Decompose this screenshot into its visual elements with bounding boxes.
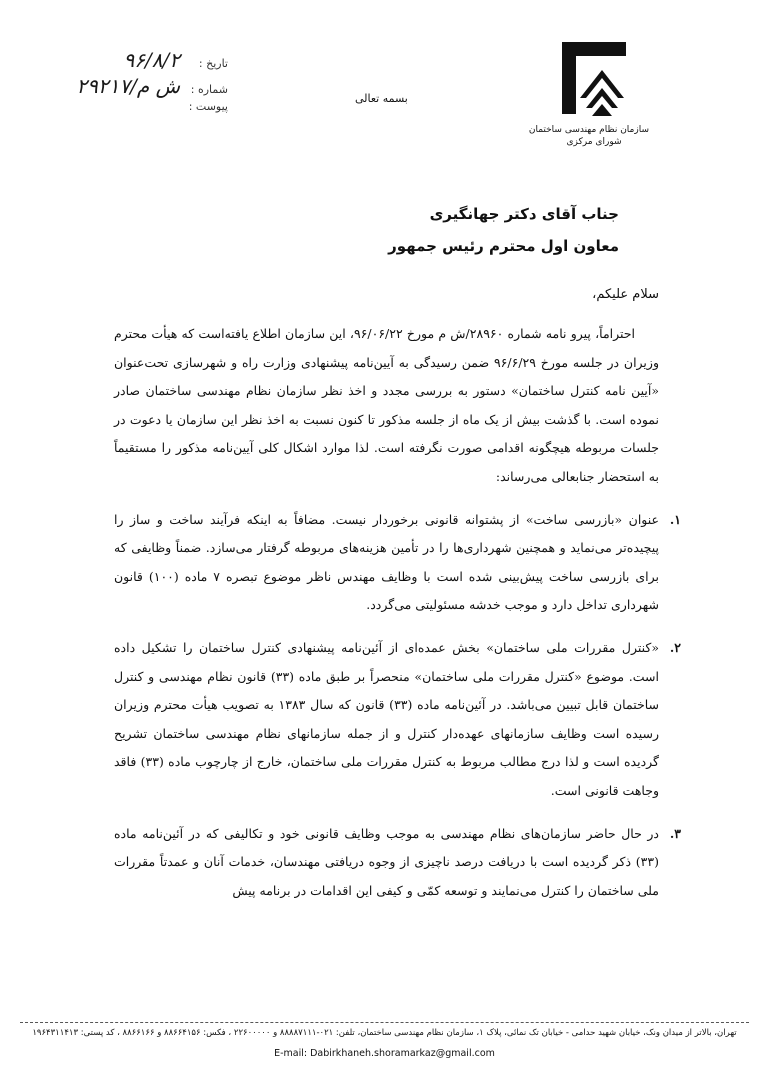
footer-address: تهران، بالاتر از میدان ونک، خیابان شهید حدامی - خیابان تک نمائی، پلاک ۱، سازمان نظام مهندسی ساختمان، تلفن: ۰۲۱-۸۸۸۸۷۱۱۱ و ۲۲۶۰۰۰۰۰ ، فکس: ۸۸۶۶۴۱۵۶ و ۸۸۶۶۱۶۶ ، کد پستی: ۱۹۶۴۳۱۱۴۱۳: [32, 1028, 737, 1038]
letter-body: [114, 320, 681, 919]
item-text: عنوان «بازرسی ساخت» از پشتوانه قانونی برخوردار نیست. مضافاً به اینکه فرآیند ساخت و ساز را پیچیده‌تر می‌نماید و همچنین شهرداری‌ها را در تأمین هزینه‌های مربوطه گرفتار می‌سازد. ضمناً وظایفی که برای بازرسی ساخت پیش‌بینی شده است با وظایف مهندس ناظر موضوع تبصره ۷ ماده (۱۰۰) قانون شهرداری تداخل دارد و موجب خدشه مسئولیتی می‌گردد.: [114, 511, 659, 613]
intro-paragraph: احتراماً، پیرو نامه شماره ۲۸۹۶۰/ش م مورخ ۹۶/۰۶/۲۲، این سازمان اطلاع یافته‌است که هیأت محترم وزیران در جلسه مورخ ۹۶/۶/۲۹ ضمن رسیدگی به آیین‌نامه پیشنهادی وزارت راه و شهرسازی تحت‌عنوان «آیین نامه کنترل ساختمان» دستور به بررسی مجدد و اخذ نظر سازمان نظام مهندسی ساختمان صادر نموده است. با گذشت بیش از یک ماه از جلسه مذکور تا کنون نسبت به اخذ نظر این سازمان یا دعوت در جلسات مربوطه هیچگونه اقدامی صورت نگرفته است. لذا موارد اشکال کلی آیین‌نامه مذکور را مستقیماً به استحضار جنابعالی می‌رساند:: [114, 326, 659, 484]
date-label: تاریخ :: [198, 57, 228, 70]
list-item: [114, 820, 681, 906]
list-item: [114, 506, 681, 620]
number-row: [38, 74, 228, 100]
number-value: ۲۹۲۱۷/ش م: [76, 74, 180, 98]
date-value: ۹۶/۸/۲: [123, 48, 180, 72]
footer-email: E-mail: Dabirkhaneh.shoramarkaz@gmail.com: [274, 1048, 495, 1059]
item-text: در حال حاضر سازمان‌های نظام مهندسی به موجب وظایف قانونی خود و تکالیفی که در آئین‌نامه ماده (۳۳) ذکر گردیده است با دریافت درصد ناچیزی از وجوه دریافتی مهندسان، خدمات آنان و عمدتاً مقررات ملی ساختمان را کنترل می‌نمایند و توسعه کمّی و کیفی این اقدامات در برنامه پیش: [114, 825, 659, 898]
letter-meta: [38, 48, 228, 126]
addressee: [388, 198, 619, 262]
basmala: بسمه تعالی: [355, 92, 408, 105]
item-number: ۲.: [669, 639, 681, 655]
letterhead-logo-block: [528, 38, 649, 148]
organization-subtitle: شورای مرکزی: [566, 137, 622, 147]
number-label: شماره :: [190, 83, 228, 96]
addressee-name: جناب آقای دکتر جهانگیری: [429, 205, 619, 223]
attachment-row: [38, 100, 228, 126]
list-item: [114, 634, 681, 806]
greeting: سلام علیکم،: [592, 287, 659, 302]
organization-logo-icon: [558, 38, 630, 118]
footer-divider: [20, 1022, 749, 1023]
item-number: ۱.: [669, 511, 681, 527]
organization-name: سازمان نظام مهندسی ساختمان: [528, 125, 649, 135]
attachment-label: پیوست :: [188, 100, 228, 113]
date-row: [38, 48, 228, 74]
addressee-title: معاون اول محترم رئیس جمهور: [388, 237, 619, 255]
items-list: [114, 506, 681, 906]
item-text: «کنترل مقررات ملی ساختمان» بخش عمده‌ای از آئین‌نامه پیشنهادی کنترل ساختمان را تشکیل داده است. موضوع «کنترل مقررات ملی ساختمان» منحصراً بر طبق ماده (۳۳) قانون نظام مهندسی و کنترل ساختمان قابل تبیین می‌باشد. در آئین‌نامه ماده (۳۳) قانون که سال ۱۳۸۳ به تصویب هیأت محترم وزیران رسیده است وظایف سازمانهای عهده‌دار کنترل و از جمله سازمانهای نظام مهندسی ساختمان تشریح گردیده است و لذا درج مطالب مربوط به کنترل مقررات ملی ساختمان، خارج از چارچوب ماده (۳۳) فاقد وجاهت قانونی است.: [114, 639, 659, 798]
item-number: ۳.: [669, 825, 681, 841]
